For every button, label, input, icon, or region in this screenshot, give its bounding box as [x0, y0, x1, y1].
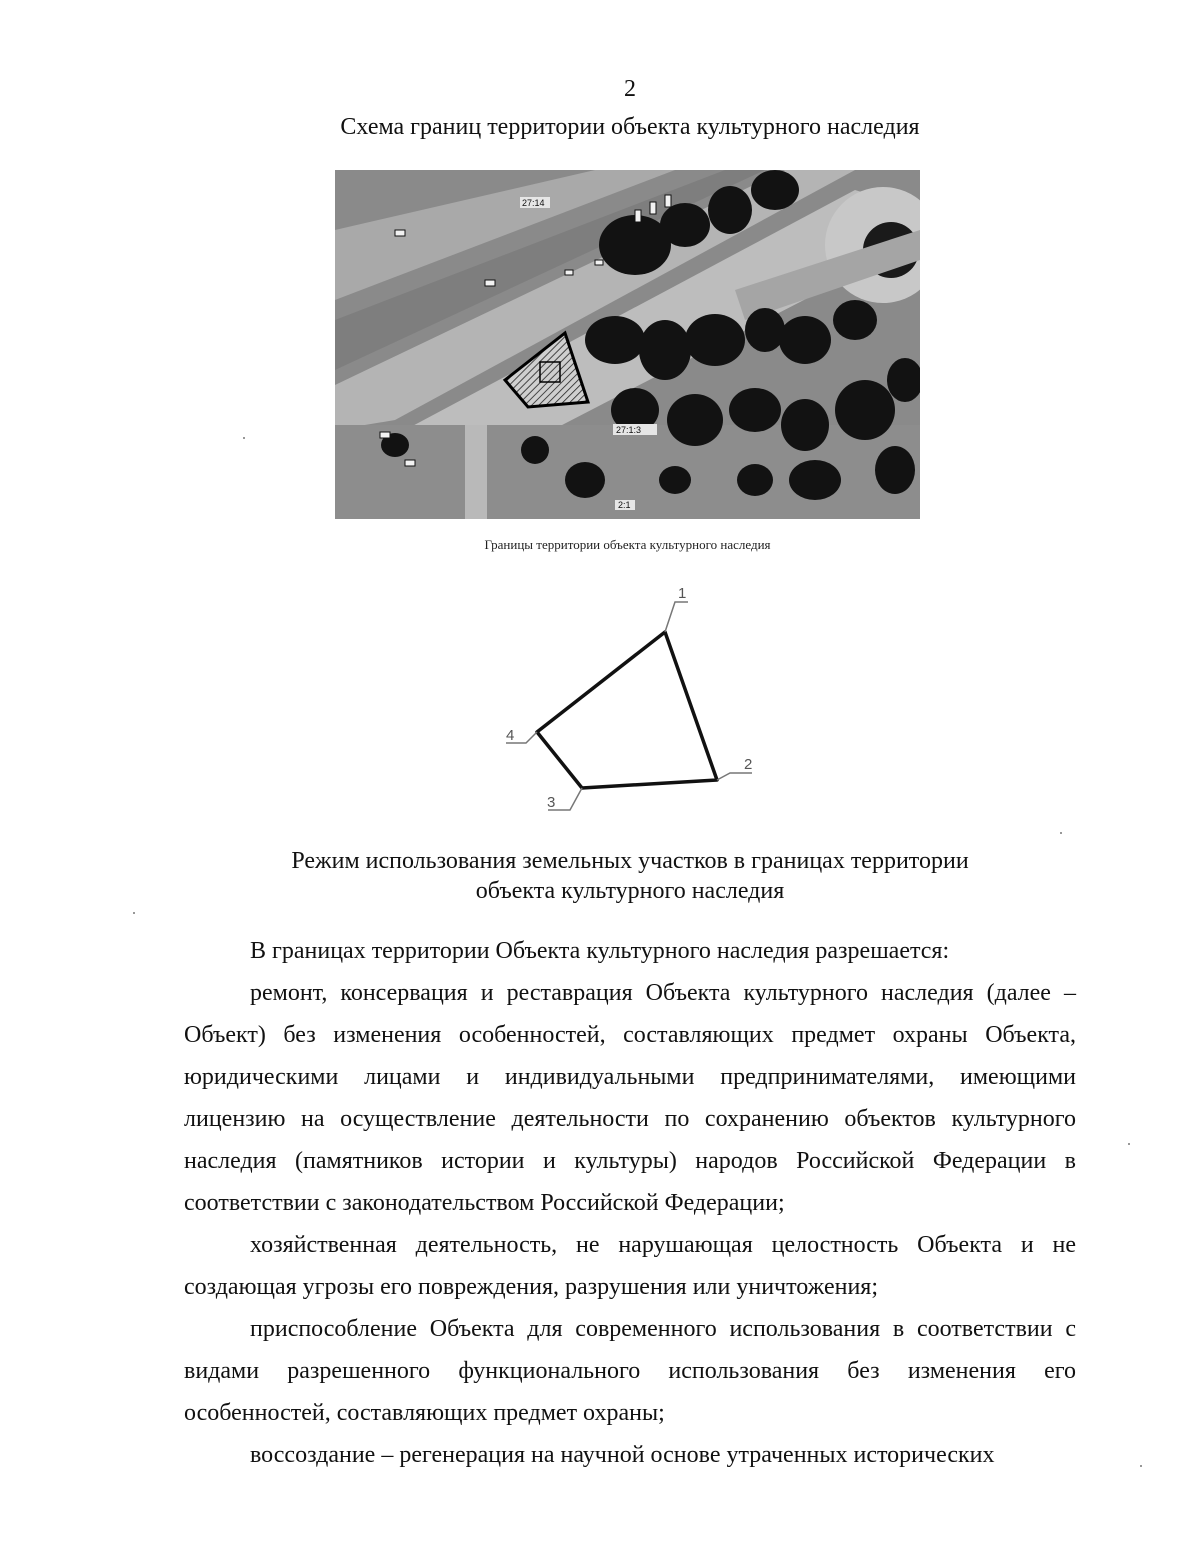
section-heading-line-2: объекта культурного наследия: [475, 878, 785, 904]
boundary-outline: [537, 632, 717, 788]
paragraph: ремонт, консервация и реставрация Объекта культурного наследия (далее – Объект) без изменения особенностей, составляющих предмет охраны Объекта, юридическими лицами и индивидуальными предпринимателями, имеющими лицензию на осуществление деятельности по сохранению объектов культурного наследия (памятников истории и культуры) народов Российской Федерации в соответствии с законодательством Российской Федерации;: [184, 980, 1076, 1216]
paragraph: хозяйственная деятельность, не нарушающая целостность Объекта и не создающая угрозы его повреждения, разрушения или уничтожения;: [184, 1232, 1076, 1300]
section-heading-line-1: Режим использования земельных участков в границах территории: [291, 848, 969, 874]
cadastral-label: 27:14: [522, 198, 545, 208]
page-number: 2: [624, 76, 636, 102]
boundary-diagram: [490, 570, 790, 820]
scan-speck: [133, 912, 135, 914]
paragraph: воссоздание – регенерация на научной основе утраченных исторических: [250, 1442, 995, 1468]
point-label-3: 3: [547, 794, 556, 811]
point-label-2: 2: [744, 756, 753, 773]
body-text: [184, 930, 1076, 1476]
section-heading: [0, 846, 1200, 906]
cadastral-label: 2:1: [618, 500, 631, 510]
scan-speck: [1140, 1465, 1142, 1467]
cadastral-label: 27:1:3: [616, 425, 642, 435]
scan-speck: [1128, 1143, 1130, 1145]
scan-speck: [243, 437, 245, 439]
paragraph: приспособление Объекта для современного использования в соответствии с видами разрешенного функционального использования без изменения его особенностей, составляющих предмет охраны;: [184, 1316, 1076, 1426]
scheme-title: Схема границ территории объекта культурного наследия: [340, 114, 920, 140]
aerial-map-image: [335, 170, 920, 519]
paragraph: В границах территории Объекта культурного наследия разрешается:: [250, 938, 950, 964]
point-label-1: 1: [678, 585, 687, 602]
scan-speck: [1060, 832, 1062, 834]
legend-caption: Границы территории объекта культурного наследия: [484, 537, 771, 552]
point-label-4: 4: [506, 727, 515, 744]
